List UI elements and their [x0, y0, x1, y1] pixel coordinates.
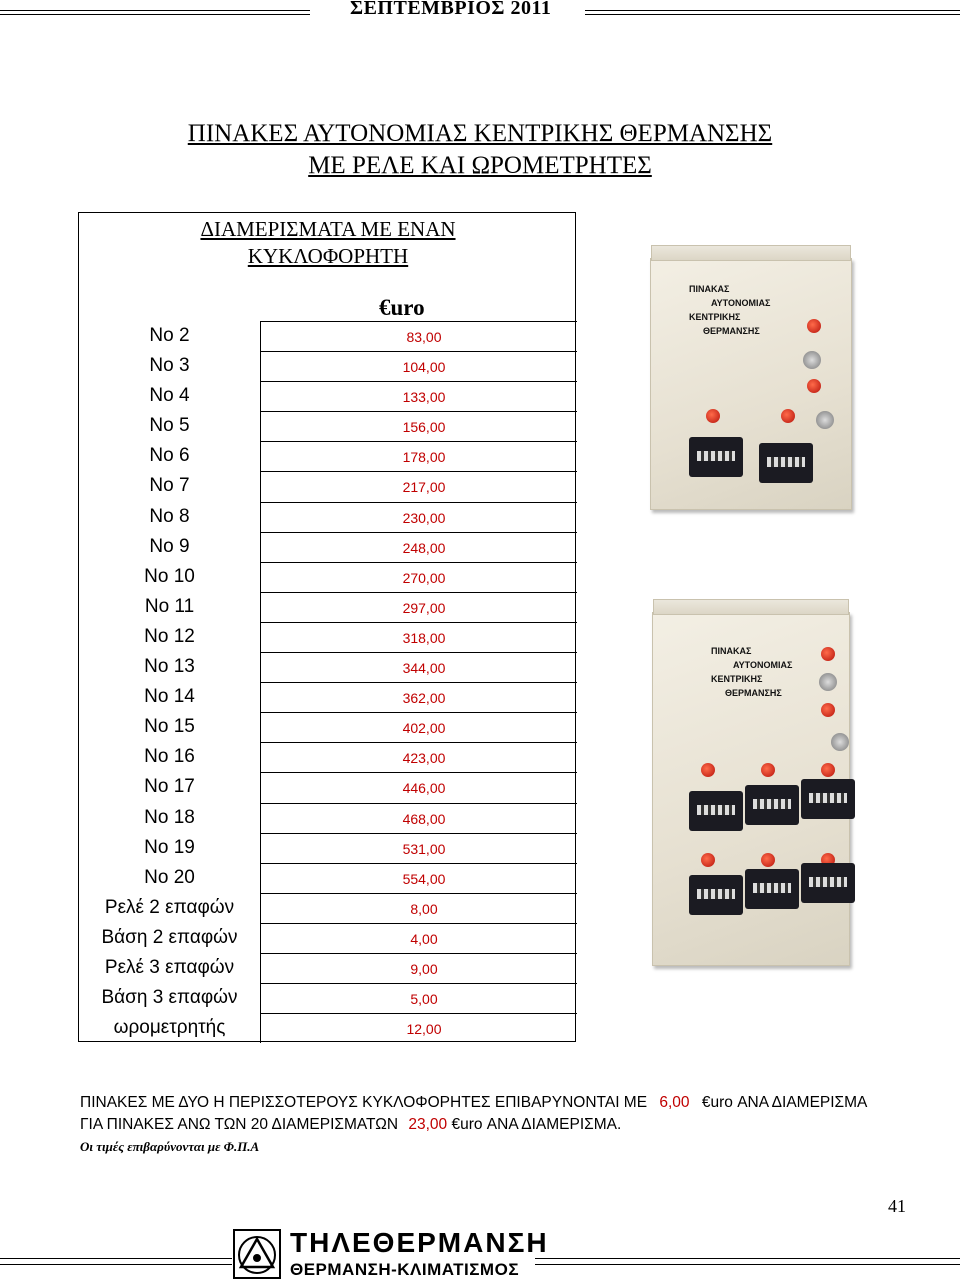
row-label: Ρελέ 3 επαφών — [79, 953, 261, 983]
panel-top-edge — [653, 599, 849, 615]
row-price: 9,00 — [261, 953, 577, 983]
row-label: No 6 — [79, 441, 261, 471]
row-price: 402,00 — [261, 712, 577, 742]
table-heading-line2: ΚΥΚΛΟΦΟΡΗΤΗ — [247, 244, 409, 268]
table-row — [79, 712, 577, 742]
hour-counter — [759, 443, 813, 483]
row-price: 230,00 — [261, 502, 577, 532]
row-label: No 3 — [79, 351, 261, 381]
hour-counter — [689, 875, 743, 915]
note-price: 23,00 — [408, 1116, 448, 1133]
indicator-lamp — [781, 409, 795, 423]
table-row — [79, 863, 577, 893]
row-label: No 20 — [79, 863, 261, 893]
price-table — [78, 212, 576, 1042]
key-lock-icon — [816, 411, 834, 429]
row-price: 5,00 — [261, 983, 577, 1013]
table-row — [79, 411, 577, 441]
plate-line: ΘΕΡΜΑΝΣΗΣ — [703, 326, 760, 336]
note-price: 6,00 — [659, 1094, 690, 1111]
row-price: 104,00 — [261, 351, 577, 381]
hour-counter — [745, 785, 799, 825]
row-label: Βάση 2 επαφών — [79, 923, 261, 953]
row-price: 4,00 — [261, 923, 577, 953]
panel-nameplate — [708, 641, 834, 703]
table-row — [79, 1013, 577, 1043]
key-switch-icon — [819, 673, 837, 691]
indicator-lamp — [701, 853, 715, 867]
row-label: No 4 — [79, 381, 261, 411]
header-rule-left — [0, 10, 310, 16]
table-heading-line1: ΔΙΑΜΕΡΙΣΜΑΤΑ ΜΕ ΕΝΑΝ — [200, 217, 456, 241]
table-row — [79, 562, 577, 592]
plate-line: ΑΥΤΟΝΟΜΙΑΣ — [711, 298, 771, 308]
row-label: No 11 — [79, 592, 261, 622]
row-label: No 10 — [79, 562, 261, 592]
row-price: 12,00 — [261, 1013, 577, 1043]
indicator-lamp — [821, 647, 835, 661]
header-rule-right — [585, 10, 960, 16]
indicator-lamp — [706, 409, 720, 423]
row-price: 270,00 — [261, 562, 577, 592]
row-price: 468,00 — [261, 803, 577, 833]
indicator-lamp — [821, 763, 835, 777]
footer-rule-right — [535, 1258, 960, 1265]
row-price: 83,00 — [261, 321, 577, 351]
row-price: 446,00 — [261, 772, 577, 802]
table-row — [79, 622, 577, 652]
table-row — [79, 592, 577, 622]
note-text: €uro ΑΝΑ ΔΙΑΜΕΡΙΣΜΑ — [701, 1094, 868, 1111]
table-row — [79, 532, 577, 562]
indicator-lamp — [807, 319, 821, 333]
row-price: 217,00 — [261, 471, 577, 501]
footer-rule-left — [0, 1258, 232, 1265]
table-row — [79, 893, 577, 923]
header-title: ΣΕΠΤΕΜΒΡΙΟΣ 2011 — [350, 0, 552, 19]
indicator-lamp — [761, 763, 775, 777]
hour-counter — [801, 863, 855, 903]
plate-line: ΘΕΡΜΑΝΣΗΣ — [725, 688, 782, 698]
row-price: 423,00 — [261, 742, 577, 772]
panel-top-edge — [651, 245, 851, 261]
row-price: 554,00 — [261, 863, 577, 893]
table-row — [79, 953, 577, 983]
row-label: ωρομετρητής — [79, 1013, 261, 1043]
row-label: No 7 — [79, 471, 261, 501]
row-label: No 2 — [79, 321, 261, 351]
indicator-lamp — [761, 853, 775, 867]
table-row — [79, 742, 577, 772]
hour-counter — [745, 869, 799, 909]
key-lock-icon — [831, 733, 849, 751]
footer-brand: ΤΗΛΕΘΕΡΜΑΝΣΗ — [290, 1227, 549, 1258]
row-label: No 19 — [79, 833, 261, 863]
currency-label: €uro — [379, 295, 425, 320]
row-price: 8,00 — [261, 893, 577, 923]
note-text: €uro ΑΝΑ ΔΙΑΜΕΡΙΣΜΑ. — [451, 1116, 622, 1133]
row-label: No 13 — [79, 652, 261, 682]
row-label: No 5 — [79, 411, 261, 441]
plate-line: ΠΙΝΑΚΑΣ — [689, 284, 730, 294]
panel-nameplate — [686, 279, 812, 341]
table-row — [79, 502, 577, 532]
note-large-buildings — [80, 1116, 621, 1134]
table-row — [79, 803, 577, 833]
row-label: No 12 — [79, 622, 261, 652]
main-title-line1: ΠΙΝΑΚΕΣ ΑΥΤΟΝΟΜΙΑΣ ΚΕΝΤΡΙΚΗΣ ΘΕΡΜΑΝΣΗΣ — [187, 120, 773, 147]
row-price: 531,00 — [261, 833, 577, 863]
row-price: 178,00 — [261, 441, 577, 471]
row-price: 344,00 — [261, 652, 577, 682]
row-label: No 16 — [79, 742, 261, 772]
row-price: 362,00 — [261, 682, 577, 712]
row-label: No 9 — [79, 532, 261, 562]
price-table-header — [79, 213, 577, 321]
row-label: No 8 — [79, 502, 261, 532]
row-label: Βάση 3 επαφών — [79, 983, 261, 1013]
row-label: No 17 — [79, 772, 261, 802]
vat-note: Οι τιμές επιβαρύνονται με Φ.Π.Α — [80, 1139, 260, 1154]
row-price: 133,00 — [261, 381, 577, 411]
row-label: Ρελέ 2 επαφών — [79, 893, 261, 923]
table-row — [79, 833, 577, 863]
plate-line: ΠΙΝΑΚΑΣ — [711, 646, 752, 656]
row-price: 318,00 — [261, 622, 577, 652]
table-row — [79, 923, 577, 953]
hour-counter — [689, 791, 743, 831]
page-number: 41 — [888, 1196, 906, 1216]
indicator-lamp — [701, 763, 715, 777]
plate-line: ΚΕΝΤΡΙΚΗΣ — [689, 312, 741, 322]
row-price: 297,00 — [261, 592, 577, 622]
table-row — [79, 351, 577, 381]
row-price: 156,00 — [261, 411, 577, 441]
footer-subtitle: ΘΕΡΜΑΝΣΗ-ΚΛΙΜΑΤΙΣΜΟΣ — [290, 1260, 520, 1279]
table-row — [79, 471, 577, 501]
note-text: ΠΙΝΑΚΕΣ ΜΕ ΔΥΟ Η ΠΕΡΙΣΣΟΤΕΡΟΥΣ ΚΥΚΛΟΦΟΡΗΤΕΣ ΕΠΙΒΑΡΥΝΟΝΤΑΙ ΜΕ — [80, 1094, 648, 1111]
key-switch-icon — [803, 351, 821, 369]
hour-counter — [689, 437, 743, 477]
plate-line: ΑΥΤΟΝΟΜΙΑΣ — [733, 660, 793, 670]
note-multiple-circulators — [80, 1094, 867, 1112]
table-row — [79, 682, 577, 712]
table-row — [79, 321, 577, 351]
table-row — [79, 441, 577, 471]
plate-line: ΚΕΝΤΡΙΚΗΣ — [711, 674, 763, 684]
price-rows — [79, 321, 577, 1043]
tilethermansi-logo-icon — [233, 1229, 281, 1279]
heating-panel-photo-small — [650, 258, 852, 510]
table-row — [79, 652, 577, 682]
row-label: No 15 — [79, 712, 261, 742]
row-label: No 14 — [79, 682, 261, 712]
main-title-line2: ΜΕ ΡΕΛΕ ΚΑΙ ΩΡΟΜΕΤΡΗΤΕΣ — [308, 152, 652, 179]
row-label: No 18 — [79, 803, 261, 833]
hour-counter — [801, 779, 855, 819]
table-row — [79, 381, 577, 411]
table-row — [79, 772, 577, 802]
indicator-lamp — [821, 703, 835, 717]
row-price: 248,00 — [261, 532, 577, 562]
indicator-lamp — [807, 379, 821, 393]
heating-panel-photo-large — [652, 612, 850, 966]
note-text: ΓΙΑ ΠΙΝΑΚΕΣ ΑΝΩ ΤΩΝ 20 ΔΙΑΜΕΡΙΣΜΑΤΩΝ — [80, 1116, 399, 1133]
table-row — [79, 983, 577, 1013]
